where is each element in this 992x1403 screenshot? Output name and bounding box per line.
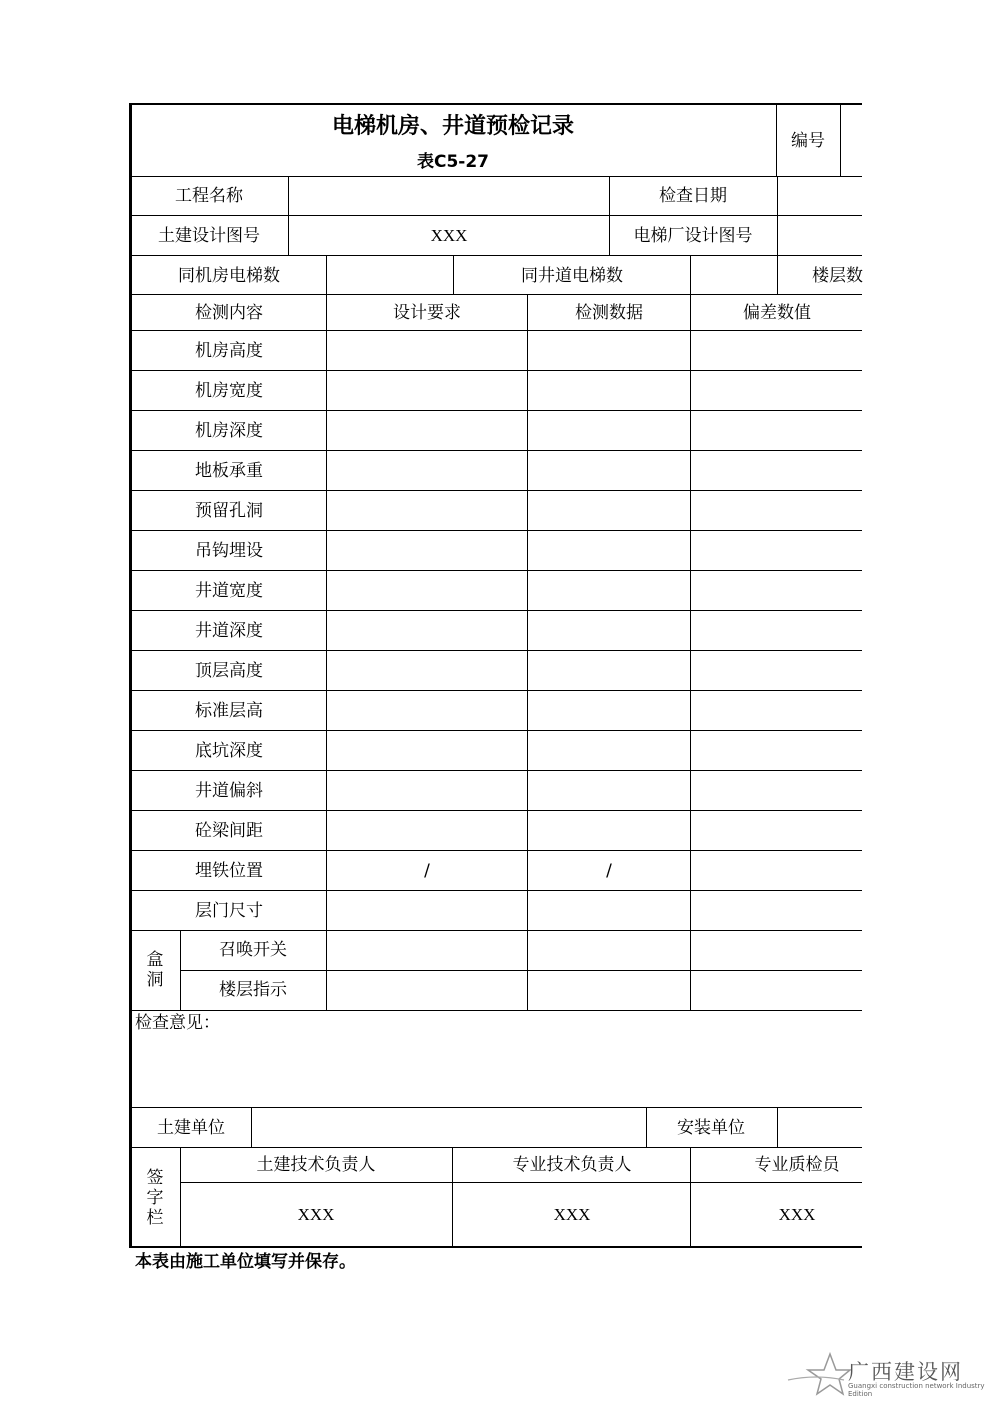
border-top: [129, 103, 862, 105]
rule: [840, 105, 841, 176]
rule: [131, 690, 862, 691]
rule: [690, 1147, 691, 1246]
rule: [776, 105, 777, 176]
check-date-label: 检查日期: [659, 186, 727, 206]
signature-name-tech[interactable]: XXX: [553, 1205, 591, 1224]
row-item: 机房高度: [195, 341, 263, 361]
row-item: 顶层高度: [195, 661, 263, 681]
rule: [131, 770, 862, 771]
factory-drawing-label: 电梯厂设计图号: [633, 226, 753, 246]
civil-unit-label: 土建单位: [157, 1118, 225, 1138]
factory-drawing-field[interactable]: [779, 217, 862, 254]
rule: [180, 1147, 181, 1246]
signature-group-label: 签字栏: [146, 1168, 164, 1228]
rule: [131, 255, 862, 256]
rule: [131, 890, 862, 891]
row-item: 层门尺寸: [195, 901, 263, 921]
rule: [131, 810, 862, 811]
box-group-label: 盒洞: [146, 950, 164, 990]
number-field[interactable]: [842, 106, 862, 174]
row-item: 底坑深度: [195, 741, 263, 761]
same-machine-room-label: 同机房电梯数: [178, 266, 280, 286]
watermark-cn: 广西建设网: [848, 1360, 963, 1384]
rule: [131, 850, 862, 851]
rule: [131, 215, 862, 216]
rule: [131, 610, 862, 611]
rule: [251, 1107, 252, 1147]
floors-label: 楼层数: [812, 266, 863, 286]
row-item: 标准层高: [195, 701, 263, 721]
rule: [527, 294, 528, 1010]
row-item: 砼梁间距: [195, 821, 263, 841]
rule: [777, 176, 778, 255]
border-bottom: [129, 1246, 862, 1248]
row-item: 吊钩埋设: [195, 541, 263, 561]
row-item: 井道深度: [195, 621, 263, 641]
rule: [131, 490, 862, 491]
rule: [131, 1147, 862, 1148]
rule: [131, 176, 862, 177]
rule: [131, 1010, 862, 1011]
rule: [646, 1107, 647, 1147]
rule: [131, 930, 862, 931]
rule: [181, 970, 862, 971]
signature-role-civil: 土建技术负责人: [256, 1155, 376, 1175]
check-date-field[interactable]: [779, 177, 862, 214]
header-design: 设计要求: [393, 303, 461, 323]
row-item: 井道宽度: [195, 581, 263, 601]
rule: [131, 330, 862, 331]
header-item: 检测内容: [195, 303, 263, 323]
opinion-field[interactable]: [133, 1036, 862, 1104]
row-item: 预留孔洞: [195, 501, 263, 521]
box-row-item: 召唤开关: [219, 940, 287, 960]
same-shaft-field[interactable]: [692, 257, 776, 294]
number-label: 编号: [791, 131, 825, 151]
form-title: 电梯机房、井道预检记录: [331, 114, 575, 139]
signature-name-quality[interactable]: XXX: [778, 1205, 816, 1224]
row-item: 机房深度: [195, 421, 263, 441]
install-unit-field[interactable]: [779, 1109, 862, 1146]
rule: [288, 176, 289, 255]
watermark-en: Guangxi construction network Industry Edition: [848, 1382, 985, 1398]
same-machine-room-field[interactable]: [328, 257, 452, 294]
rule: [131, 530, 862, 531]
rule: [131, 570, 862, 571]
rule: [181, 1182, 862, 1183]
install-unit-label: 安装单位: [677, 1118, 745, 1138]
rule: [452, 1147, 453, 1246]
row-item: 井道偏斜: [195, 781, 263, 801]
row-item: 埋铁位置: [195, 861, 263, 881]
rule: [131, 410, 862, 411]
rule: [453, 255, 454, 294]
rule: [131, 730, 862, 731]
header-data: 检测数据: [575, 303, 643, 323]
form-subtitle: 表C5-27: [416, 152, 490, 172]
rule: [777, 1107, 778, 1147]
rule: [690, 255, 691, 294]
border-left: [129, 103, 132, 1248]
signature-name-civil[interactable]: XXX: [297, 1205, 335, 1224]
signature-role-quality: 专业质检员: [754, 1155, 840, 1175]
opinion-label: 检查意见：: [135, 1013, 220, 1033]
project-name-label: 工程名称: [175, 186, 243, 206]
row-item: 地板承重: [195, 461, 263, 481]
row-item: 机房宽度: [195, 381, 263, 401]
civil-unit-field[interactable]: [253, 1109, 645, 1146]
row-design[interactable]: /: [424, 861, 430, 881]
rule: [131, 450, 862, 451]
header-deviation: 偏差数值: [743, 303, 811, 323]
rule: [326, 294, 327, 1010]
box-row-item: 楼层指示: [219, 980, 287, 1000]
row-data[interactable]: /: [606, 861, 612, 881]
rule: [609, 176, 610, 255]
rule: [180, 930, 181, 1010]
rule: [690, 294, 691, 1010]
same-shaft-label: 同井道电梯数: [521, 266, 623, 286]
project-name-field[interactable]: [290, 177, 608, 214]
rule: [131, 370, 862, 371]
rule: [326, 255, 327, 294]
signature-role-tech: 专业技术负责人: [512, 1155, 632, 1175]
footer-note: 本表由施工单位填写并保存。: [135, 1252, 356, 1272]
rule: [131, 1107, 862, 1108]
rule: [777, 255, 778, 294]
rule: [131, 294, 862, 295]
civil-drawing-value: XXX: [430, 226, 468, 245]
civil-drawing-label: 土建设计图号: [158, 226, 260, 246]
rule: [131, 650, 862, 651]
